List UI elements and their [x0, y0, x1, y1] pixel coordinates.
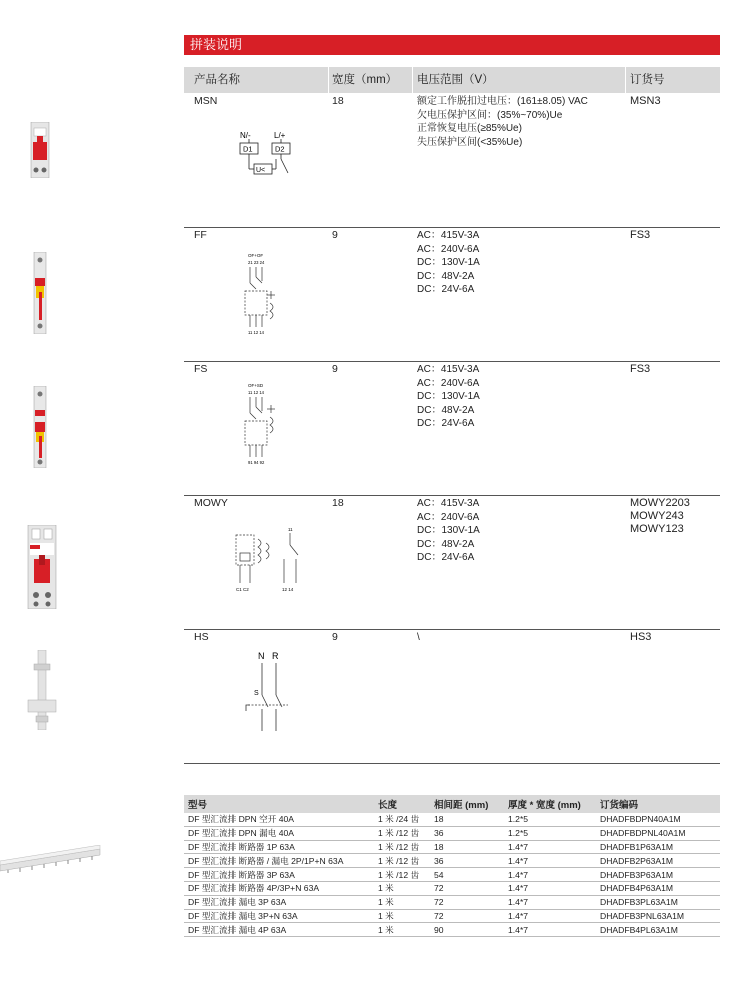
spec-line: DC：48V-2A: [417, 404, 475, 416]
fs-product-image: [30, 386, 50, 468]
section-title: 拼装说明: [190, 37, 243, 52]
product-width: 9: [332, 363, 338, 375]
product-name: HS: [194, 631, 209, 643]
cell-model: DF 型汇流排 漏电 4P 63A: [184, 923, 374, 937]
spec-line: AC：415V-3A: [417, 364, 480, 375]
cell-spacing: 72: [430, 881, 504, 895]
voltage-specs: [417, 229, 480, 297]
col-phase-spacing: 相间距 (mm): [430, 795, 504, 813]
product-row-ff: [184, 227, 720, 362]
table-row: [184, 868, 720, 882]
order-number: MOWY243: [630, 510, 684, 522]
cell-spacing: 36: [430, 854, 504, 868]
cell-code: DHADFB2P63A1M: [596, 854, 720, 868]
cell-length: 1 米: [374, 909, 430, 923]
order-number: MOWY123: [630, 523, 684, 535]
terminal-d2: D2: [275, 144, 285, 154]
cell-length: 1 米: [374, 923, 430, 937]
header-product-name: 产品名称: [194, 74, 240, 86]
cell-code: DHADFB4PL63A1M: [596, 923, 720, 937]
cell-length: 1 米 /12 齿: [374, 868, 430, 882]
pole-r-label: R: [272, 651, 279, 661]
busbar-product-image: [0, 845, 102, 873]
product-row-mowy: [184, 495, 720, 630]
cell-length: 1 米 /24 齿: [374, 813, 430, 826]
terminal-label: L/+: [274, 131, 286, 140]
cell-model: DF 型汇流排 断路器 1P 63A: [184, 840, 374, 854]
col-order-code: 订货编码: [596, 795, 720, 813]
cell-model: DF 型汇流排 DPN 空开 40A: [184, 813, 374, 826]
cell-code: DHADFB3P63A1M: [596, 868, 720, 882]
msn-wiring-diagram: [234, 129, 304, 183]
hs-switch-diagram: [242, 649, 302, 739]
cell-model: DF 型汇流排 断路器 / 漏电 2P/1P+N 63A: [184, 854, 374, 868]
cell-size: 1.4*7: [504, 895, 596, 909]
cell-length: 1 米 /12 齿: [374, 826, 430, 840]
cell-size: 1.4*7: [504, 868, 596, 882]
mowy-wiring-diagram: [232, 525, 312, 595]
product-name: MOWY: [194, 497, 228, 509]
cell-length: 1 米: [374, 881, 430, 895]
header-divider: [328, 67, 329, 93]
bottom-terminals: 11 12 14: [248, 330, 264, 335]
table-row: [184, 813, 720, 826]
spec-line: AC：240V-6A: [417, 511, 480, 523]
terminal-label: N/-: [240, 131, 251, 140]
cell-spacing: 72: [430, 909, 504, 923]
diagram-title: OF+SD: [248, 383, 264, 388]
undervoltage-box: U<: [256, 167, 266, 174]
order-numbers: [630, 497, 690, 536]
voltage-specs: [417, 95, 588, 149]
cell-model: DF 型汇流排 漏电 3P+N 63A: [184, 909, 374, 923]
cell-size: 1.4*7: [504, 881, 596, 895]
cell-code: DHADFBDPNL40A1M: [596, 826, 720, 840]
order-number: MOWY2203: [630, 497, 690, 509]
cell-code: DHADFBDPN40A1M: [596, 813, 720, 826]
hs-product-image: [24, 650, 60, 730]
product-width: 9: [332, 229, 338, 241]
product-row-fs: [184, 361, 720, 496]
voltage-specs: [417, 497, 480, 565]
header-divider: [412, 67, 413, 93]
spec-line: DC：130V-1A: [417, 257, 480, 268]
switch-s-label: S: [254, 690, 259, 697]
voltage-specs: [417, 363, 480, 431]
spec-line: DC：48V-2A: [417, 538, 475, 550]
cell-spacing: 18: [430, 813, 504, 826]
order-number: FS3: [630, 229, 651, 241]
top-terminals: 21 23 24: [248, 260, 265, 265]
table-row: [184, 923, 720, 937]
busbar-table: [184, 795, 720, 937]
table-row: [184, 854, 720, 868]
cell-length: 1 米: [374, 895, 430, 909]
spec-line: DC：130V-1A: [417, 391, 480, 402]
cell-size: 1.2*5: [504, 813, 596, 826]
cell-length: 1 米 /12 齿: [374, 840, 430, 854]
cell-spacing: 90: [430, 923, 504, 937]
col-thickness-width: 厚度 * 宽度 (mm): [504, 795, 596, 813]
ff-product-image: [30, 252, 50, 334]
product-row-hs: [184, 629, 720, 764]
table-row: [184, 826, 720, 840]
table-row: [184, 881, 720, 895]
diagram-title: OF+OF: [248, 253, 264, 258]
spec-line: 失压保护区间(<35%Ue): [417, 136, 523, 148]
spec-line: AC：240V-6A: [417, 243, 480, 255]
section-title-banner: [184, 35, 720, 55]
order-number: MSN3: [630, 95, 661, 107]
top-terminal: 11: [288, 527, 293, 532]
spec-line: AC：415V-3A: [417, 498, 480, 509]
spec-line: DC：48V-2A: [417, 270, 475, 282]
spec-line: 额定工作脱扣过电压：(161±8.05) VAC: [417, 96, 588, 107]
cell-size: 1.4*7: [504, 923, 596, 937]
product-name: FF: [194, 229, 207, 241]
mowy-product-image: [26, 525, 58, 609]
spec-line: AC：415V-3A: [417, 230, 480, 241]
busbar-table-header: [184, 795, 720, 813]
product-name: MSN: [194, 95, 218, 107]
cell-code: DHADFB1P63A1M: [596, 840, 720, 854]
header-voltage: 电压范围（V）: [417, 74, 494, 86]
cell-code: DHADFB3PL63A1M: [596, 895, 720, 909]
spec-line: DC：24V-6A: [417, 552, 475, 563]
header-width: 宽度（mm）: [332, 74, 398, 86]
cell-spacing: 18: [430, 840, 504, 854]
header-order-no: 订货号: [630, 74, 665, 86]
terminal-d1: D1: [243, 144, 253, 154]
table-row: [184, 840, 720, 854]
cell-size: 1.4*7: [504, 840, 596, 854]
spec-line: DC：24V-6A: [417, 284, 475, 295]
cell-spacing: 36: [430, 826, 504, 840]
bottom-terminals: 91 94 92: [248, 460, 265, 465]
table-row: [184, 909, 720, 923]
product-row-msn: [184, 93, 720, 228]
cell-model: DF 型汇流排 漏电 3P 63A: [184, 895, 374, 909]
product-name: FS: [194, 363, 208, 375]
cell-model: DF 型汇流排 DPN 漏电 40A: [184, 826, 374, 840]
spec-line: AC：240V-6A: [417, 377, 480, 389]
spec-line: DC：24V-6A: [417, 418, 475, 429]
header-divider: [625, 67, 626, 93]
cell-size: 1.4*7: [504, 909, 596, 923]
table-row: [184, 895, 720, 909]
voltage-specs: \: [417, 632, 420, 643]
spec-line: 正常恢复电压(≥85%Ue): [417, 123, 522, 134]
cell-code: DHADFB3PNL63A1M: [596, 909, 720, 923]
cell-length: 1 米 /12 齿: [374, 854, 430, 868]
fs-contact-diagram: [242, 381, 298, 467]
contact-terminals: 12 14: [282, 587, 294, 592]
order-number: HS3: [630, 631, 652, 643]
coil-terminals: C1 C2: [236, 587, 249, 592]
cell-size: 1.4*7: [504, 854, 596, 868]
pole-n-label: N: [258, 651, 265, 661]
col-model: 型号: [184, 795, 374, 813]
cell-spacing: 72: [430, 895, 504, 909]
product-width: 18: [332, 95, 344, 107]
top-terminals: 11 12 14: [248, 390, 264, 395]
product-width: 9: [332, 631, 338, 643]
order-number: FS3: [630, 363, 651, 375]
col-length: 长度: [374, 795, 430, 813]
cell-model: DF 型汇流排 断路器 4P/3P+N 63A: [184, 881, 374, 895]
product-width: 18: [332, 497, 344, 509]
msn-product-image: [28, 122, 52, 178]
cell-size: 1.2*5: [504, 826, 596, 840]
cell-spacing: 54: [430, 868, 504, 882]
cell-model: DF 型汇流排 断路器 3P 63A: [184, 868, 374, 882]
cell-code: DHADFB4P63A1M: [596, 881, 720, 895]
ff-contact-diagram: [242, 251, 298, 337]
table1-header: [184, 67, 720, 93]
spec-line: DC：130V-1A: [417, 525, 480, 536]
spec-line: 欠电压保护区间：(35%~70%)Ue: [417, 109, 563, 121]
